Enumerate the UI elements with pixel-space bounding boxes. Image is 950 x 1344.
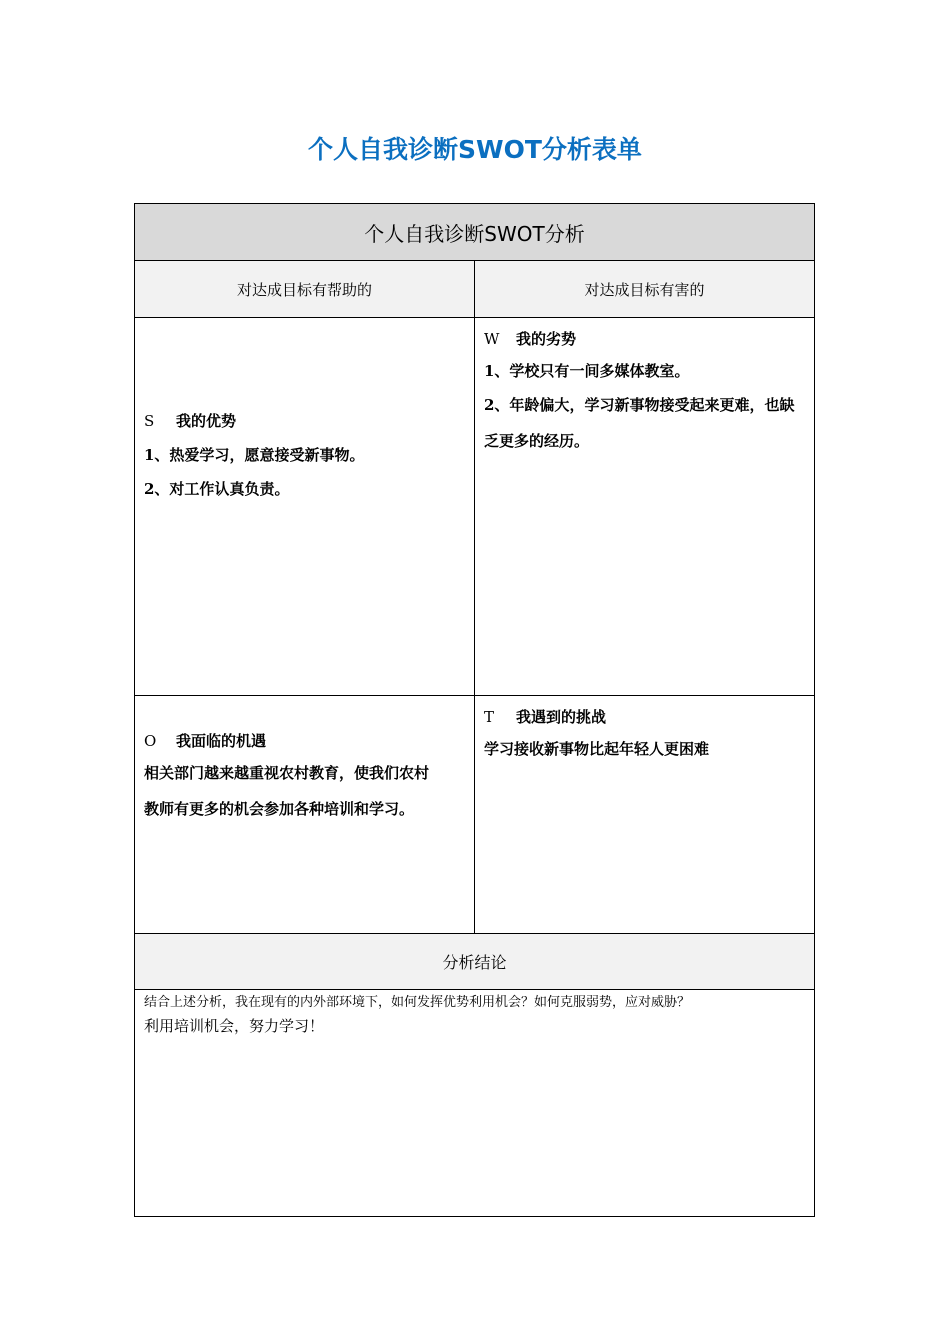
opportunities-letter: O [144,732,157,750]
column-header-helpful: 对达成目标有帮助的 [135,261,475,317]
weaknesses-heading: 我的劣势 [516,330,577,348]
threats-item: 学习接收新事物比起年轻人更困难 [484,740,710,758]
strengths-cell [135,318,475,695]
weaknesses-letter: W [484,330,500,348]
table-header: 个人自我诊断SWOT分析 [135,204,814,261]
strengths-item: 2、对工作认真负责。 [144,480,290,498]
opportunities-heading: 我面临的机遇 [176,732,267,750]
opportunities-cell [135,696,475,933]
weaknesses-item: 1、学校只有一间多媒体教室。 [484,362,690,380]
strengths-weaknesses-row [135,318,814,696]
page-title: 个人自我诊断SWOT分析表单 [308,135,642,164]
opportunities-item: 教师有更多的机会参加各种培训和学习。 [144,800,415,818]
column-headers [135,261,814,318]
strengths-item: 1、热爱学习，愿意接受新事物。 [144,446,365,464]
conclusion-answer: 利用培训机会，努力学习！ [144,1017,325,1035]
threats-heading: 我遇到的挑战 [516,708,607,726]
weaknesses-cell [475,318,814,695]
conclusion-header: 分析结论 [135,934,814,990]
opportunities-item: 相关部门越来越重视农村教育，使我们农村 [144,764,430,782]
column-header-harmful: 对达成目标有害的 [475,261,814,317]
weaknesses-item: 乏更多的经历。 [484,432,590,450]
weaknesses-item: 2、年龄偏大，学习新事物接受起来更难，也缺 [484,396,795,414]
conclusion-prompt: 结合上述分析，我在现有的内外部环境下，如何发挥优势利用机会？如何克服弱势，应对威胁？ [144,995,691,1010]
swot-table [134,203,815,1217]
opportunities-threats-row [135,696,814,934]
threats-letter: T [484,708,495,726]
conclusion-body [135,990,814,1216]
strengths-heading: 我的优势 [176,412,237,430]
strengths-letter: S [144,412,155,430]
threats-cell [475,696,814,933]
